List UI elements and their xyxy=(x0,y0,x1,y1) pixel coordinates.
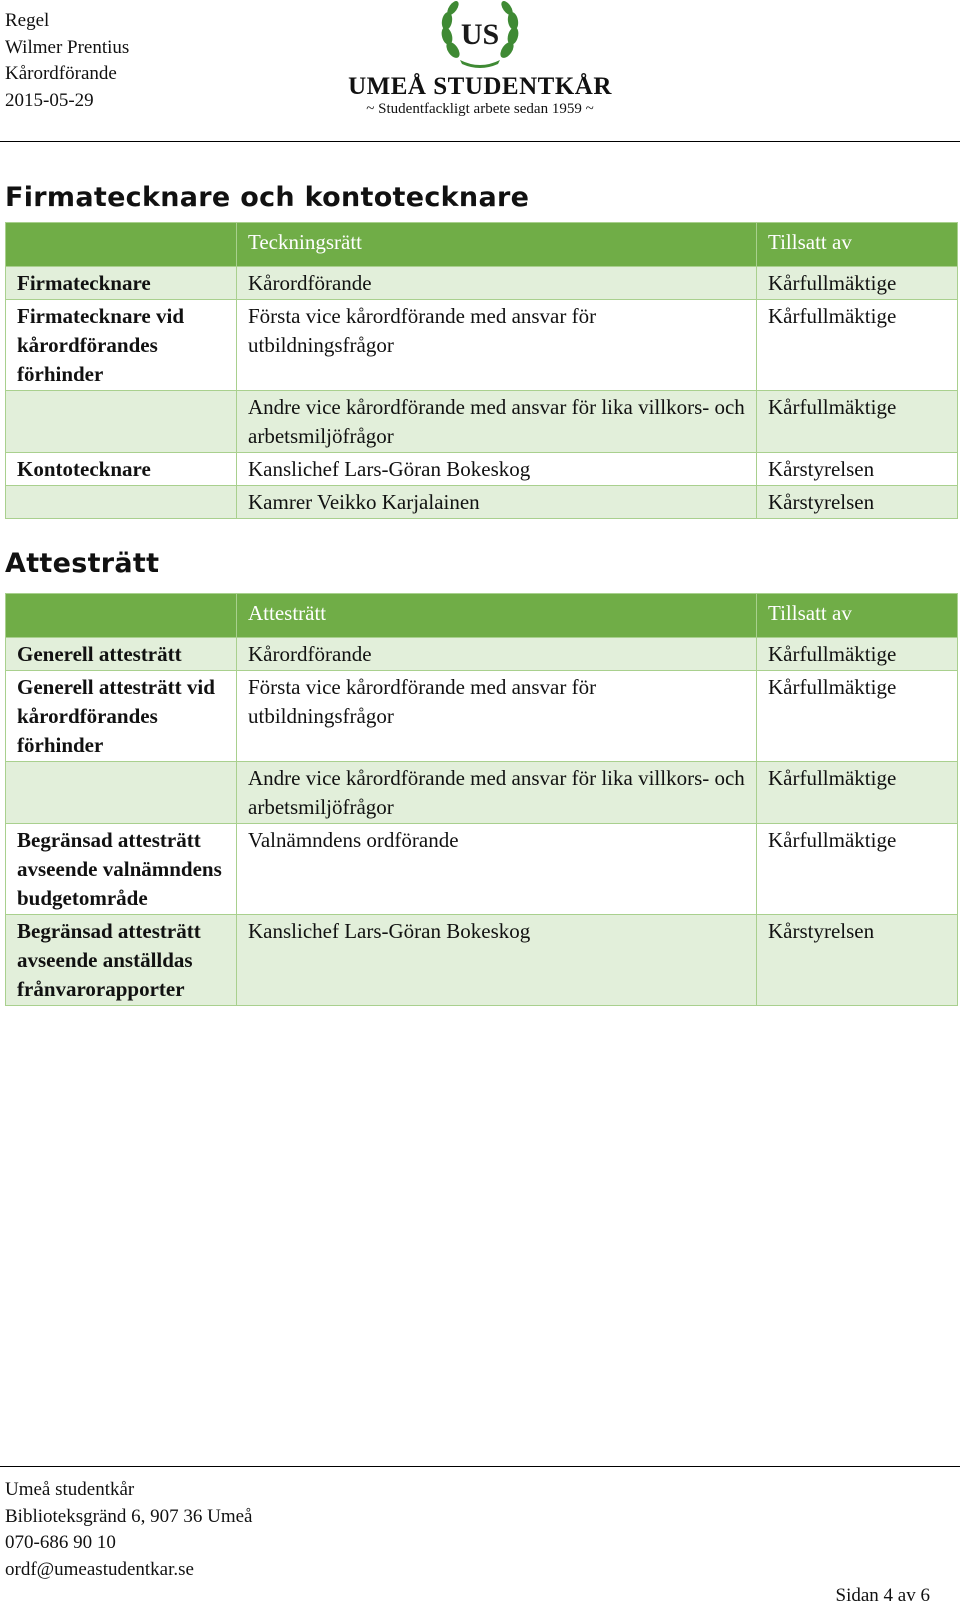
column-header: Tillsatt av xyxy=(757,223,958,267)
column-header xyxy=(6,223,237,267)
role-cell: Kontotecknare xyxy=(6,453,237,486)
role-cell: Begränsad attesträtt avseende valnämndens budgetområde xyxy=(6,824,237,915)
holder-cell: Andre vice kårordförande med ansvar för lika villkors- och arbetsmiljöfrågor xyxy=(237,762,757,824)
doc-type: Regel xyxy=(5,10,50,31)
organization-logo xyxy=(345,0,615,125)
table-row xyxy=(6,486,958,519)
role-cell xyxy=(6,486,237,519)
role-cell: Generell attesträtt xyxy=(6,638,237,671)
document-meta xyxy=(5,8,129,114)
role-cell: Generell attesträtt vid kårordförandes förhinder xyxy=(6,671,237,762)
table-row xyxy=(6,915,958,1006)
holder-cell: Första vice kårordförande med ansvar för utbildningsfrågor xyxy=(237,671,757,762)
column-header xyxy=(6,594,237,638)
organization-tagline: ~ Studentfackligt arbete sedan 1959 ~ xyxy=(366,101,594,117)
appointed-by-cell: Kårstyrelsen xyxy=(757,915,958,1006)
header-divider xyxy=(0,141,960,142)
appointed-by-cell: Kårstyrelsen xyxy=(757,453,958,486)
role-cell xyxy=(6,391,237,453)
holder-cell: Kårordförande xyxy=(237,638,757,671)
holder-cell: Kamrer Veikko Karjalainen xyxy=(237,486,757,519)
section-title-attestation: Attesträtt xyxy=(5,548,160,579)
signatories-table xyxy=(5,222,958,519)
holder-cell: Andre vice kårordförande med ansvar för lika villkors- och arbetsmiljöfrågor xyxy=(237,391,757,453)
table-row xyxy=(6,824,958,915)
holder-cell: Kanslichef Lars-Göran Bokeskog xyxy=(237,453,757,486)
table-header-row xyxy=(6,594,958,638)
doc-author-role: Kårordförande xyxy=(5,63,117,84)
table-row xyxy=(6,267,958,300)
table-row xyxy=(6,453,958,486)
role-cell: Begränsad attesträtt avseende anställdas frånvarorapporter xyxy=(6,915,237,1006)
footer-phone: 070-686 90 10 xyxy=(5,1532,116,1553)
appointed-by-cell: Kårfullmäktige xyxy=(757,638,958,671)
column-header: Tillsatt av xyxy=(757,594,958,638)
table-row xyxy=(6,671,958,762)
appointed-by-cell: Kårfullmäktige xyxy=(757,762,958,824)
column-header: Teckningsrätt xyxy=(237,223,757,267)
table-row xyxy=(6,391,958,453)
role-cell: Firmatecknare vid kårordförandes förhinder xyxy=(6,300,237,391)
footer-divider xyxy=(0,1466,960,1467)
holder-cell: Kårordförande xyxy=(237,267,757,300)
table-row xyxy=(6,762,958,824)
laurel-wreath-icon xyxy=(435,0,525,70)
table-row xyxy=(6,638,958,671)
table-header-row xyxy=(6,223,958,267)
role-cell: Firmatecknare xyxy=(6,267,237,300)
footer-org-name: Umeå studentkår xyxy=(5,1479,135,1500)
page-number: Sidan 4 av 6 xyxy=(835,1585,930,1606)
table-row xyxy=(6,300,958,391)
doc-date: 2015-05-29 xyxy=(5,89,94,111)
footer-email: ordf@umeastudentkar.se xyxy=(5,1558,194,1580)
role-cell xyxy=(6,762,237,824)
appointed-by-cell: Kårfullmäktige xyxy=(757,267,958,300)
attestation-table xyxy=(5,593,958,1006)
appointed-by-cell: Kårfullmäktige xyxy=(757,300,958,391)
appointed-by-cell: Kårfullmäktige xyxy=(757,671,958,762)
footer-address: Biblioteksgränd 6, 907 36 Umeå xyxy=(5,1505,253,1527)
appointed-by-cell: Kårfullmäktige xyxy=(757,824,958,915)
doc-author: Wilmer Prentius xyxy=(5,36,130,58)
column-header: Attesträtt xyxy=(237,594,757,638)
organization-name: UMEÅ STUDENTKÅR xyxy=(348,73,612,100)
footer-contact xyxy=(5,1477,253,1583)
section-title-signatories: Firmatecknare och kontotecknare xyxy=(5,182,530,213)
holder-cell: Valnämndens ordförande xyxy=(237,824,757,915)
appointed-by-cell: Kårfullmäktige xyxy=(757,391,958,453)
appointed-by-cell: Kårstyrelsen xyxy=(757,486,958,519)
logo-monogram: US xyxy=(460,18,500,51)
holder-cell: Kanslichef Lars-Göran Bokeskog xyxy=(237,915,757,1006)
holder-cell: Första vice kårordförande med ansvar för utbildningsfrågor xyxy=(237,300,757,391)
